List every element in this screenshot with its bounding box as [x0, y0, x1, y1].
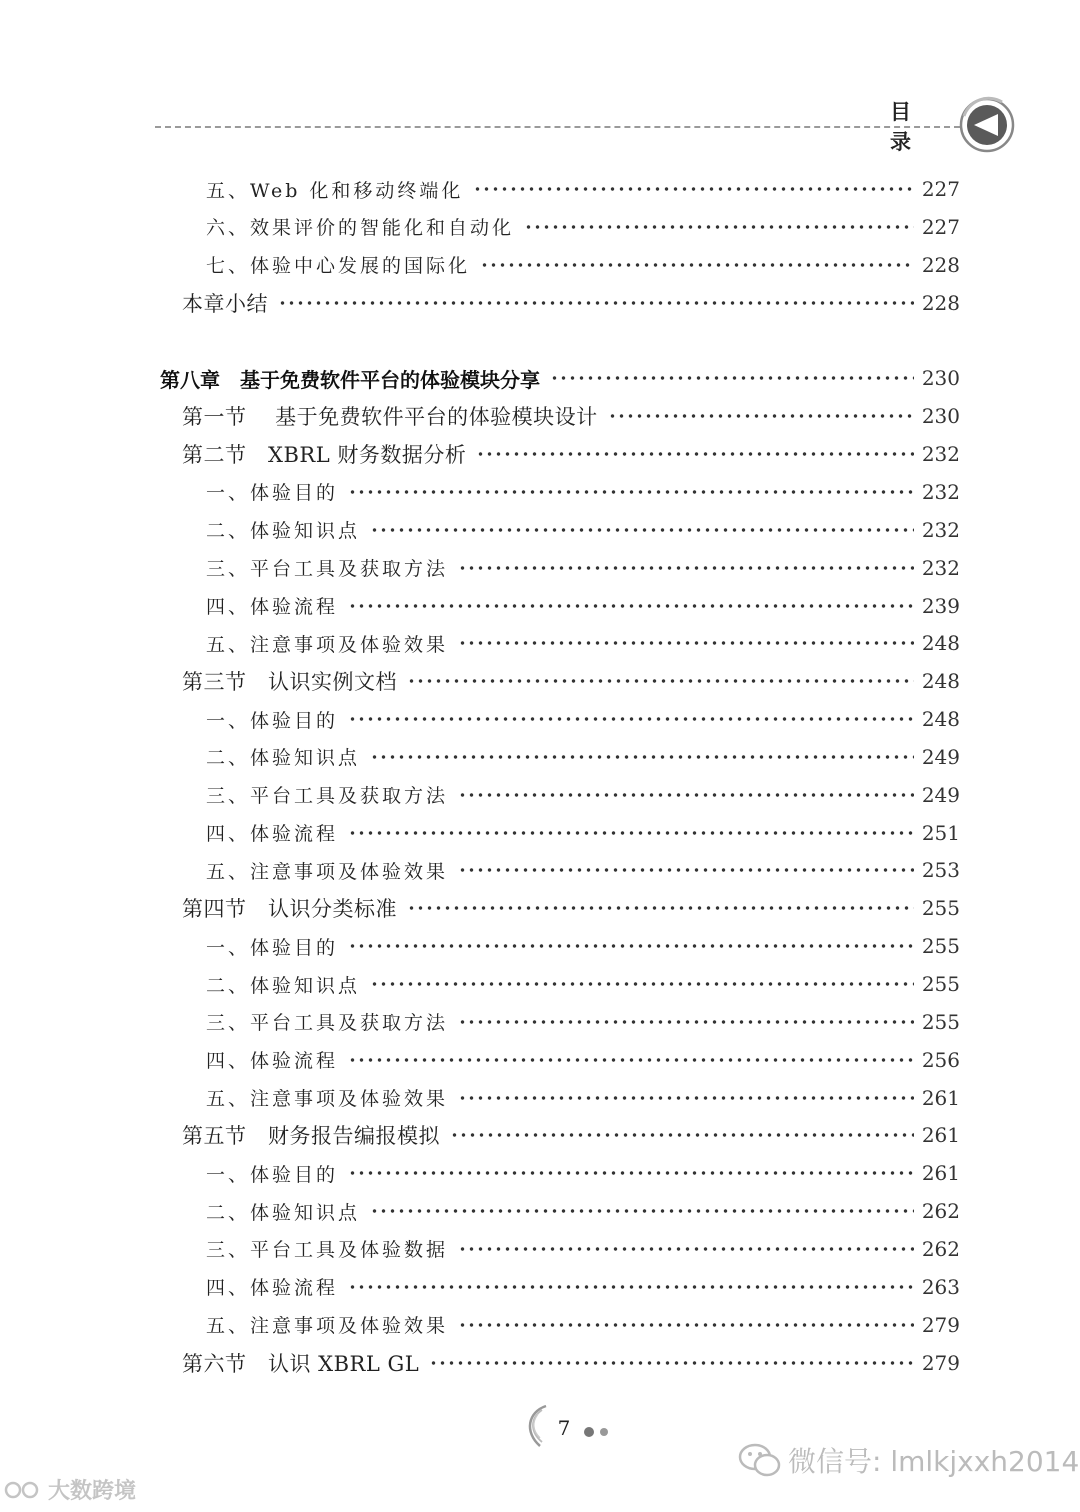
wechat-icon — [738, 1442, 782, 1478]
toc-section-row — [0, 397, 960, 435]
dot-leader — [458, 1322, 914, 1328]
toc-page-number: 255 — [921, 972, 960, 996]
dot-leader — [458, 1019, 914, 1025]
toc-page-number: 230 — [921, 366, 960, 391]
dot-leader — [550, 375, 914, 381]
toc-page-number: 230 — [921, 404, 960, 429]
dot-leader — [608, 413, 914, 419]
toc-item-row — [0, 1041, 960, 1079]
toc-entry-title: 第八章 基于免费软件平台的体验模块分享 — [160, 367, 540, 392]
toc-page-number: 253 — [921, 858, 960, 883]
toc-entry-title: 五、注意事项及体验效果 — [206, 1315, 449, 1338]
dot-leader — [458, 1095, 914, 1101]
toc-item-row — [0, 776, 960, 814]
toc-item-row — [0, 549, 960, 587]
dot-leader — [348, 603, 914, 609]
toc-item-row — [0, 511, 960, 549]
dot-leader — [348, 1057, 914, 1063]
toc-entry-title: 五、注意事项及体验效果 — [206, 860, 449, 883]
dot-leader — [370, 1208, 914, 1214]
toc-page-number: 261 — [921, 1161, 960, 1186]
toc-page-number: 227 — [921, 177, 960, 201]
toc-section-row — [0, 435, 960, 473]
toc-entry-title: 四、体验流程 — [206, 1277, 339, 1300]
toc-page-number: 232 — [921, 517, 960, 542]
footer-dots-icon — [582, 1426, 612, 1438]
toc-entry-title: 三、平台工具及获取方法 — [206, 1012, 449, 1035]
toc-entry-title: 二、体验知识点 — [206, 747, 361, 770]
toc-page-number: 255 — [921, 934, 960, 959]
dot-leader — [348, 943, 914, 949]
toc-section-row — [0, 889, 960, 927]
toc-entry-title: 三、平台工具及体验数据 — [206, 1239, 449, 1262]
toc-page-number: 263 — [921, 1274, 960, 1299]
dot-leader — [429, 1360, 914, 1366]
toc-entry-title: 本章小结 — [182, 291, 268, 316]
toc-entry-title: 五、注意事项及体验效果 — [206, 1088, 449, 1111]
wechat-watermark — [738, 1440, 1079, 1480]
dot-leader — [348, 1170, 914, 1176]
toc-chapter-row — [0, 359, 960, 397]
toc-item-row — [0, 246, 960, 284]
dot-leader — [458, 867, 914, 873]
toc-entry-title: 一、体验目的 — [206, 709, 339, 732]
toc-entry-title: 三、平台工具及获取方法 — [206, 558, 449, 581]
dot-leader — [348, 716, 914, 722]
toc-item-row — [0, 208, 960, 246]
toc-page-number: 249 — [921, 744, 960, 769]
toc-entry-title: 五、注意事项及体验效果 — [206, 633, 449, 656]
header-title: 目 录 — [890, 100, 923, 154]
dot-leader — [450, 1132, 914, 1138]
toc-page-number: 228 — [921, 252, 960, 277]
toc-entry-title: 六、效果评价的智能化和自动化 — [206, 217, 515, 240]
dot-leader — [458, 1246, 914, 1252]
toc-item-row — [0, 738, 960, 776]
toc-section-row — [0, 1344, 960, 1382]
toc-page-number: 279 — [921, 1312, 960, 1337]
toc-page-number: 261 — [921, 1085, 960, 1110]
toc-page-number: 251 — [921, 820, 960, 845]
toc-page-number: 255 — [921, 896, 960, 921]
toc-page-number: 227 — [921, 214, 960, 239]
toc-entry-title: 二、体验知识点 — [206, 974, 361, 997]
toc-page-number: 239 — [921, 593, 960, 618]
toc-entry-title: 第六节 认识 XBRL GL — [182, 1351, 420, 1376]
wechat-id-text: 微信号: lmlkjxxh2014 — [788, 1445, 1080, 1478]
toc-page-number: 248 — [921, 631, 960, 656]
toc-item-row — [0, 1079, 960, 1117]
dot-leader — [476, 451, 914, 457]
dot-leader — [458, 640, 914, 646]
toc-item-row — [0, 1268, 960, 1306]
toc-item-row — [0, 1192, 960, 1230]
toc-entry-title: 三、平台工具及获取方法 — [206, 785, 449, 808]
toc-item-row — [0, 473, 960, 511]
footer-swirl-icon — [516, 1402, 556, 1452]
brand-text: 大数跨境 — [48, 1479, 137, 1504]
dot-leader — [458, 565, 914, 571]
toc-page-number: 261 — [921, 1123, 960, 1148]
toc-section-row — [0, 284, 960, 322]
toc-page-number: 232 — [921, 442, 960, 467]
brand-logo-icon — [4, 1478, 44, 1502]
dot-leader — [480, 262, 914, 268]
page-number: 7 — [557, 1416, 571, 1440]
toc-page-number: 228 — [921, 290, 960, 315]
toc-entry-title: 第一节 基于免费软件平台的体验模块设计 — [182, 405, 598, 430]
toc-entry-title: 一、体验目的 — [206, 482, 339, 505]
toc-entry-title: 五、Web 化和移动终端化 — [206, 179, 464, 202]
toc-page-number: 255 — [921, 1009, 960, 1034]
toc-item-row — [0, 587, 960, 625]
toc-item-row — [0, 624, 960, 662]
toc-entry-title: 第五节 财务报告编报模拟 — [182, 1124, 440, 1149]
dot-leader — [407, 905, 914, 911]
toc-entry-title: 一、体验目的 — [206, 1163, 339, 1186]
dot-leader — [407, 678, 914, 684]
toc-item-row — [0, 1154, 960, 1192]
toc-entry-title: 二、体验知识点 — [206, 1201, 361, 1224]
toc-item-row — [0, 965, 960, 1003]
toc-item-row — [0, 700, 960, 738]
toc-section-row — [0, 662, 960, 700]
toc-entry-title: 七、体验中心发展的国际化 — [206, 255, 471, 278]
dot-leader — [370, 981, 914, 987]
dot-leader — [278, 300, 914, 306]
toc-section-row — [0, 1116, 960, 1154]
toc-item-row — [0, 814, 960, 852]
toc-entry-title: 第四节 认识分类标准 — [182, 897, 397, 922]
dot-leader — [348, 830, 914, 836]
toc-entry-title: 第二节 XBRL 财务数据分析 — [182, 443, 467, 468]
toc-entry-title: 一、体验目的 — [206, 936, 339, 959]
dot-leader — [370, 527, 914, 533]
toc-entry-title: 二、体验知识点 — [206, 520, 361, 543]
dot-leader — [458, 792, 914, 798]
toc-page-number: 262 — [921, 1199, 960, 1224]
dot-leader — [370, 754, 914, 760]
toc-entry-title: 四、体验流程 — [206, 596, 339, 618]
toc-page-number: 279 — [921, 1350, 960, 1375]
toc-page-number: 248 — [921, 707, 960, 732]
toc-item-row — [0, 927, 960, 965]
toc-entry-title: 四、体验流程 — [206, 823, 339, 846]
toc-item-row — [0, 1306, 960, 1344]
toc-item-row — [0, 1230, 960, 1268]
toc-page-number: 248 — [921, 669, 960, 694]
toc-entry-title: 四、体验流程 — [206, 1050, 339, 1073]
dot-leader — [473, 186, 914, 192]
toc-entry-title: 第三节 认识实例文档 — [182, 670, 397, 695]
toc-page-number: 262 — [921, 1236, 960, 1261]
toc-item-row — [0, 170, 960, 208]
dot-leader — [348, 489, 914, 495]
toc-page-number: 232 — [921, 479, 960, 504]
toc-page-number: 232 — [921, 555, 960, 580]
dot-leader — [348, 1284, 914, 1290]
toc-item-row — [0, 851, 960, 889]
toc-item-row — [0, 1003, 960, 1041]
toc-page-number: 249 — [921, 782, 960, 807]
toc-page-number: 256 — [921, 1047, 960, 1072]
brand-watermark — [4, 1474, 136, 1505]
dot-leader — [524, 224, 914, 230]
